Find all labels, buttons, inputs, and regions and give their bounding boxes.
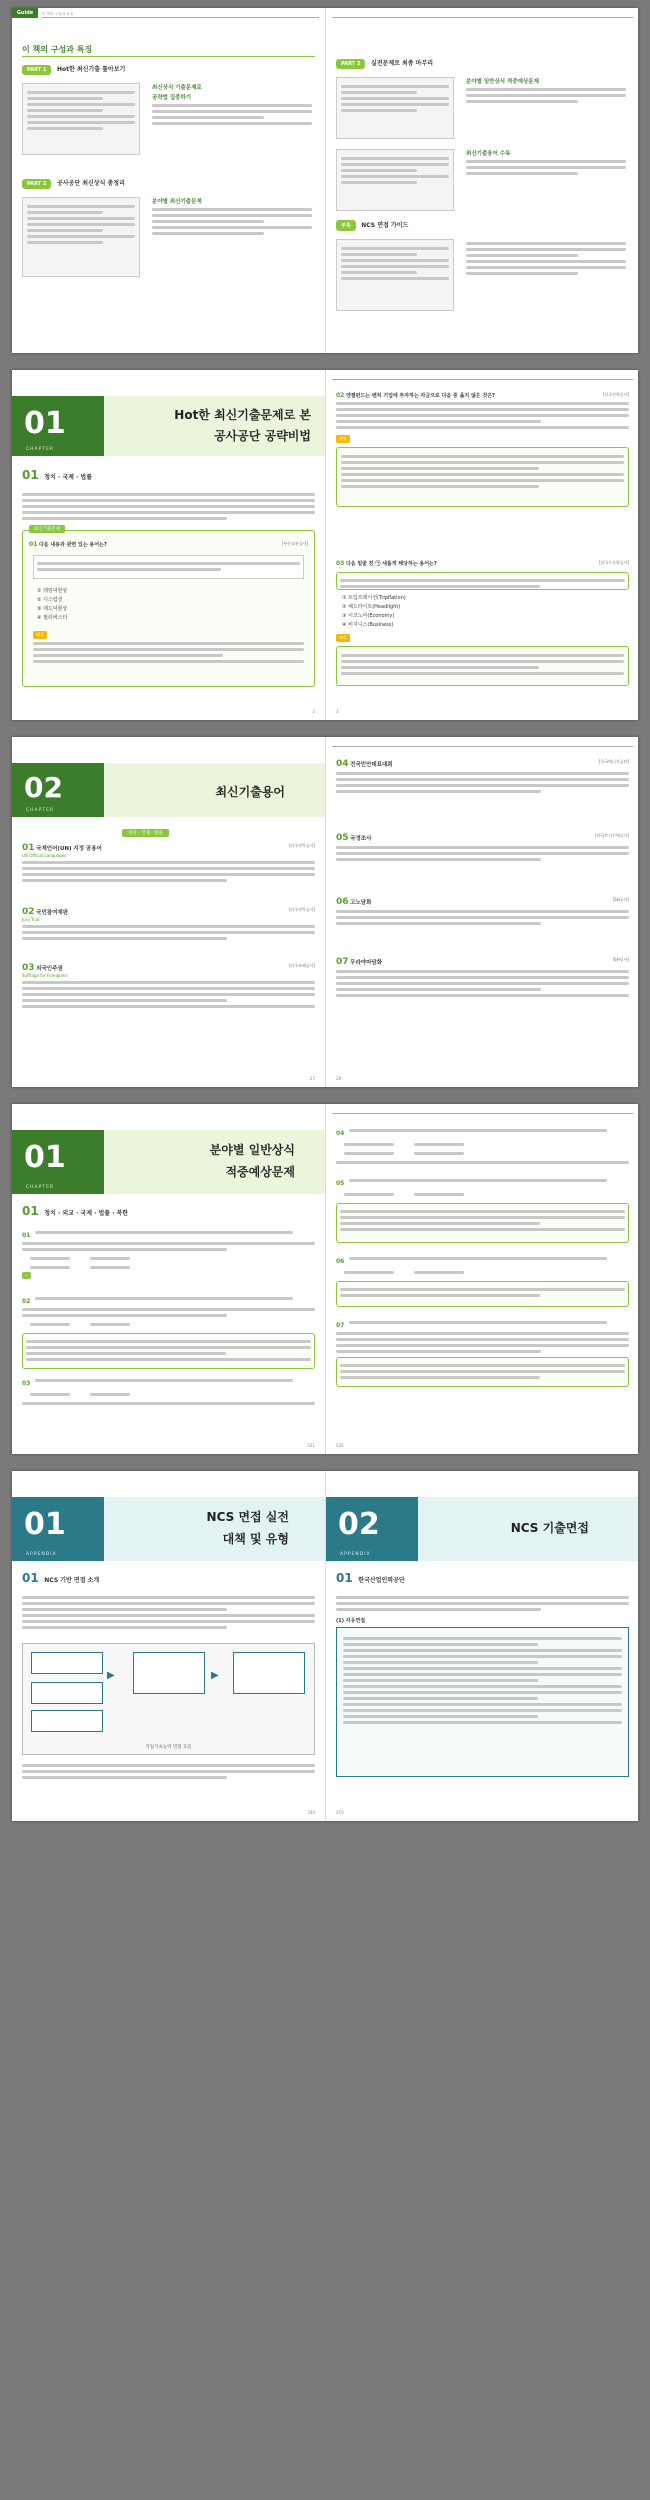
practice-q05: 05: [336, 1176, 629, 1243]
chapter2-label: CHAPTER: [26, 808, 55, 813]
term-04: 04 전국민안데표대회 [한국에너지공단]: [336, 759, 629, 796]
appendix-block: [336, 220, 626, 311]
chapter3-banner: [12, 1130, 104, 1194]
part1-title: Hot한 최신기출 톺아보기: [56, 66, 126, 73]
flow-arrow-1: ▶: [107, 1670, 115, 1681]
chapter3-title-line1: 분야별 일반상식: [209, 1143, 295, 1157]
appendix1-label: APPENDIX: [26, 1552, 57, 1557]
right-question-2: 03 다음 밑줄 친 ㉠ 새롭게 해당하는 용어는? [한국수자원공사] ① 트림프레이션(Tripflation) ② 헤드라이트(Headlight) ③ 이코노미(Economy) ④ 비지니스(Business) 해설: [336, 560, 629, 686]
terms-left-page: [12, 737, 325, 1087]
page-number-left: 2: [312, 709, 315, 714]
part3-title: 실전문제로 최종 마무리: [370, 60, 434, 67]
chapter2-title-bg: [104, 763, 325, 817]
chapter-title-line1: Hot한 최신기출문제로 본: [174, 408, 311, 422]
practice-q01: 01 ✓: [22, 1228, 315, 1279]
appendix1-body: [22, 1593, 315, 1632]
appendix2-number: 02: [338, 1507, 380, 1542]
term-07: 07 무라야마담화 [SH공사]: [336, 957, 629, 1000]
terms-section-tab: 정치 · 국제 · 법률: [122, 829, 169, 837]
hot-right-header: [332, 374, 633, 380]
practice-q07: 07: [336, 1318, 629, 1387]
appendix2-label: APPENDIX: [340, 1552, 371, 1557]
part3-subtitle2: 최신기출용어 수록: [466, 151, 511, 157]
appendix2-intro: [336, 1593, 629, 1614]
practice-right-page: [325, 1104, 638, 1454]
spread-guide: [12, 8, 638, 353]
appendix2-section: 01 한국산업인력공단: [336, 1571, 405, 1585]
question-tab: 최신기출문제: [29, 525, 65, 533]
terms-right-header: [332, 741, 633, 747]
terms-right-page: [325, 737, 638, 1087]
appendix-title: NCS 면접 가이드: [361, 222, 409, 229]
practice-right-header: [332, 1108, 633, 1114]
appendix1-body2: [22, 1761, 315, 1782]
practice-q02: 02: [22, 1294, 315, 1369]
page-number-right: 3: [336, 709, 339, 714]
appendix1-title-line1: NCS 면접 실전: [206, 1510, 289, 1524]
practice-q04: 04: [336, 1126, 629, 1167]
chapter2-number: 02: [24, 771, 63, 804]
appendix2-title-bg: [418, 1497, 638, 1561]
appendix2-sub: (1) 자유면접: [336, 1618, 366, 1624]
term-03: 03 외국인주권 [한국조폐공사] Suffrage for Foreigners: [22, 963, 315, 1011]
chapter3-title-line2: 적중예상문제: [225, 1165, 295, 1179]
part3-block: [336, 58, 626, 211]
part2-title: 공사공단 최신상식 총정리: [56, 180, 125, 187]
guide-right-header: [332, 12, 633, 18]
chapter-label: CHAPTER: [26, 447, 55, 452]
spread-latest-terms: [12, 737, 638, 1087]
guide-tab: Guide: [12, 8, 38, 18]
guide-heading: 이 책의 구성과 특징: [22, 45, 93, 54]
part3-subtitle: 분야별 일반상식 적중예상문제: [466, 79, 539, 85]
appendix-left-page: [12, 1471, 325, 1821]
flow-box-1: [31, 1652, 103, 1674]
practice-q03: 03: [22, 1376, 315, 1408]
spread-appendix: [12, 1471, 638, 1821]
right-question-2-options: ① 트림프레이션(Tripflation) ② 헤드라이트(Headlight) ③ 이코노미(Economy) ④ 비지니스(Business): [342, 595, 406, 628]
interview-flow-diagram: [22, 1643, 315, 1755]
part1-label: PART 1: [22, 65, 51, 75]
guide-header: 이 책의 구성과 특징: [42, 12, 319, 18]
flow-box-2: [133, 1652, 205, 1694]
practice-section-heading: 01 정치 · 외교 · 국제 · 법률 · 북한: [22, 1204, 129, 1218]
appendix-page-right: 370: [336, 1810, 344, 1815]
flow-box-5: [31, 1710, 103, 1732]
appendix1-banner: [12, 1497, 104, 1561]
part3-thumbnail-b: [336, 149, 454, 211]
question-passage: [33, 555, 304, 579]
chapter3-number: 01: [24, 1140, 66, 1175]
heading-rule: [22, 56, 315, 57]
answer-explanation: 해설: [33, 631, 304, 666]
right-question-1: 02 엔젤펀드는 벤처 기업에 투자하는 자금으로 다음 중 옳지 않은 것은? [한국전력공사] 해설: [336, 392, 629, 507]
terms-page-right: 28: [336, 1076, 342, 1081]
practice-q06: 06: [336, 1254, 629, 1307]
part1-subtitle2: 공략법 집중하기: [152, 95, 192, 101]
spread-practice: [12, 1104, 638, 1454]
chapter3-label: CHAPTER: [26, 1185, 55, 1190]
appendix-page-left: 340: [307, 1810, 315, 1815]
question-options: ① 레임덕현상 ② 디스럽션 ③ 데드덕현상 ④ 필리버스터: [37, 588, 68, 621]
chapter-title-bg: [104, 396, 325, 456]
part2-label: PART 2: [22, 179, 51, 189]
term-02: 02 국민참여재판 [한국전력공사] Jury Trial: [22, 907, 315, 943]
chapter-banner: [12, 396, 104, 456]
practice-left-page: [12, 1104, 325, 1454]
part2-thumbnail: [22, 197, 140, 277]
part1-subtitle: 최신상식 기출문제로: [152, 85, 202, 91]
chapter3-title-bg: [104, 1130, 325, 1194]
spread-hot-questions: [12, 370, 638, 720]
term-06: 06 고노담화 [SH공사]: [336, 897, 629, 928]
practice-page-right: 532: [336, 1443, 344, 1448]
guide-left-page: [12, 8, 325, 353]
appendix1-title-line2: 대책 및 유형: [222, 1532, 289, 1546]
section-heading: 01 정치 · 국제 · 법률: [22, 468, 92, 482]
appendix1-number: 01: [24, 1507, 66, 1542]
flow-caption: 직업기초능력 면접 흐름: [145, 1745, 192, 1750]
chapter2-banner: [12, 763, 104, 817]
part2-subtitle: 분야별 최신기출문제: [152, 199, 202, 205]
flow-arrow-2: ▶: [211, 1670, 219, 1681]
intro-text: [22, 490, 315, 523]
appendix2-banner: [326, 1497, 418, 1561]
part1-block: [22, 64, 312, 155]
part3-thumbnail-a: [336, 77, 454, 139]
term-05: 05 국정조사 [한국토지주택공사]: [336, 833, 629, 864]
appendix-label: 부록: [336, 220, 356, 231]
chapter-number: 01: [24, 406, 66, 441]
chapter2-title: 최신기출용어: [215, 785, 285, 799]
flow-box-3: [233, 1652, 305, 1694]
flow-box-4: [31, 1682, 103, 1704]
term-01: 01 국제언어(UN) 지정 공용어 [한국전력공사] UN Official Languages: [22, 843, 315, 885]
practice-page-left: 531: [307, 1443, 315, 1448]
appendix1-section: 01 NCS 기반 면접 소개: [22, 1571, 100, 1585]
hot-right-page: [325, 370, 638, 720]
appendix2-question-box: [336, 1627, 629, 1777]
hot-left-page: [12, 370, 325, 720]
appendix-right-page: [325, 1471, 638, 1821]
chapter-title-line2: 공사공단 공략비법: [214, 429, 311, 443]
terms-page-left: 27: [309, 1076, 315, 1081]
appendix1-title-bg: [104, 1497, 325, 1561]
part2-block: [22, 178, 312, 277]
guide-right-page: [325, 8, 638, 353]
part3-label: PART 3: [336, 59, 365, 69]
question-box: 최신기출문제 01 다음 내용과 관련 있는 용어는? [부산교통공사] ① 레임덕현상 ② 디스럽션 ③ 데드덕현상 ④ 필리버스터 해설: [22, 530, 315, 687]
appendix-thumbnail: [336, 239, 454, 311]
appendix2-title: NCS 기출면접: [510, 1521, 589, 1535]
part1-thumbnail: [22, 83, 140, 155]
